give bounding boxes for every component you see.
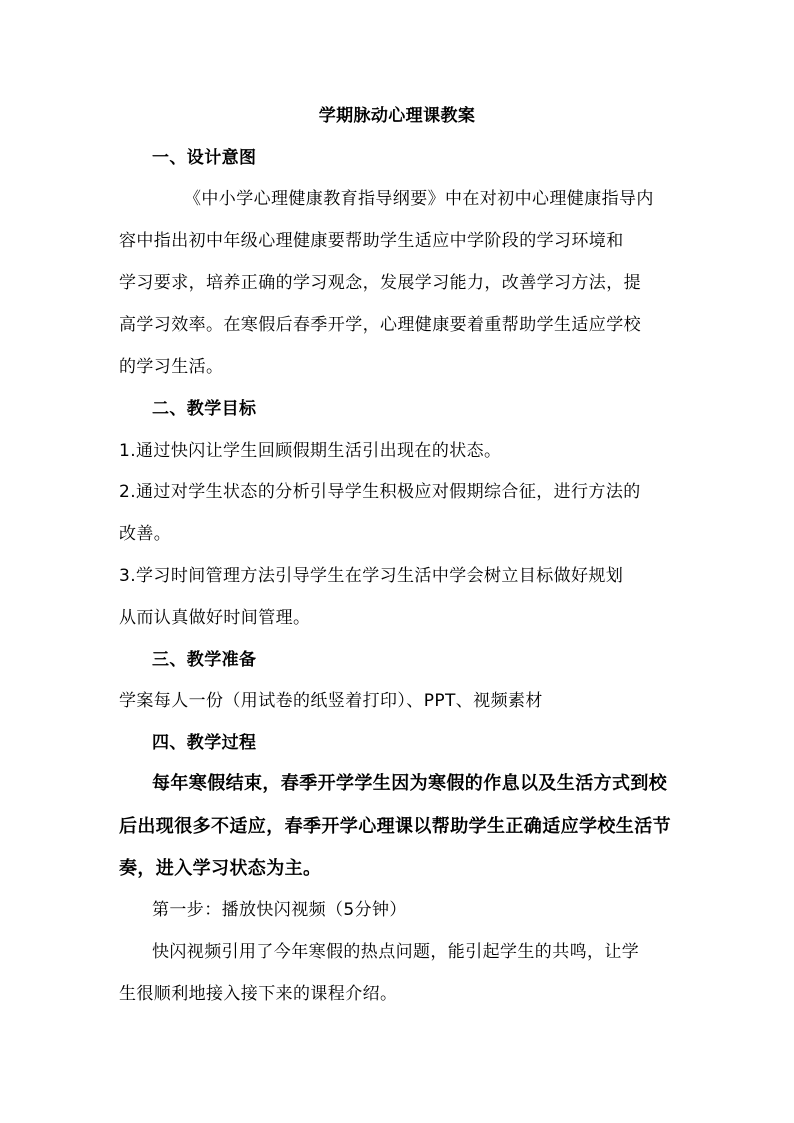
section-heading-teaching-prep: 三、教学准备 <box>152 650 257 670</box>
paragraph-line: 高学习效率。在寒假后春季开学，心理健康要着重帮助学生适应学校 <box>119 315 641 335</box>
section-heading-teaching-goals: 二、教学目标 <box>152 399 257 419</box>
paragraph-line: 的学习生活。 <box>119 357 224 377</box>
paragraph-line: 生很顺利地接入接下来的课程介绍。 <box>119 984 398 1004</box>
step-heading: 第一步：播放快闪视频（5分钟） <box>152 900 407 920</box>
paragraph-line: 快闪视频引用了今年寒假的热点问题，能引起学生的共鸣，让学 <box>152 942 640 962</box>
list-item-continuation: 从而认真做好时间管理。 <box>119 608 311 628</box>
list-item: 2.通过对学生状态的分析引导学生积极应对假期综合征，进行方法的 <box>119 482 641 502</box>
section-heading-design-intent: 一、设计意图 <box>152 148 257 168</box>
document-title: 学期脉动心理课教案 <box>318 106 476 126</box>
paragraph-line: 学习要求，培养正确的学习观念，发展学习能力，改善学习方法，提 <box>119 273 641 293</box>
paragraph-line: 容中指出初中年级心理健康要帮助学生适应中学阶段的学习环境和 <box>119 231 624 251</box>
list-item: 3.学习时间管理方法引导学生在学习生活中学会树立目标做好规划 <box>119 566 624 586</box>
list-item: 1.通过快闪让学生回顾假期生活引出现在的状态。 <box>119 441 502 461</box>
bold-paragraph-line: 每年寒假结束，春季开学学生因为寒假的作息以及生活方式到校 <box>152 773 668 794</box>
paragraph-line: 《中小学心理健康教育指导纲要》中在对初中心理健康指导内 <box>184 189 654 209</box>
list-item-continuation: 改善。 <box>119 524 172 544</box>
bold-paragraph-line: 奏，进入学习状态为主。 <box>119 858 322 879</box>
section-heading-teaching-process: 四、教学过程 <box>152 733 257 753</box>
paragraph-line: 学案每人一份（用试卷的纸竖着打印）、PPT、视频素材 <box>119 691 543 711</box>
bold-paragraph-line: 后出现很多不适应，春季开学心理课以帮助学生正确适应学校生活节 <box>119 816 671 837</box>
